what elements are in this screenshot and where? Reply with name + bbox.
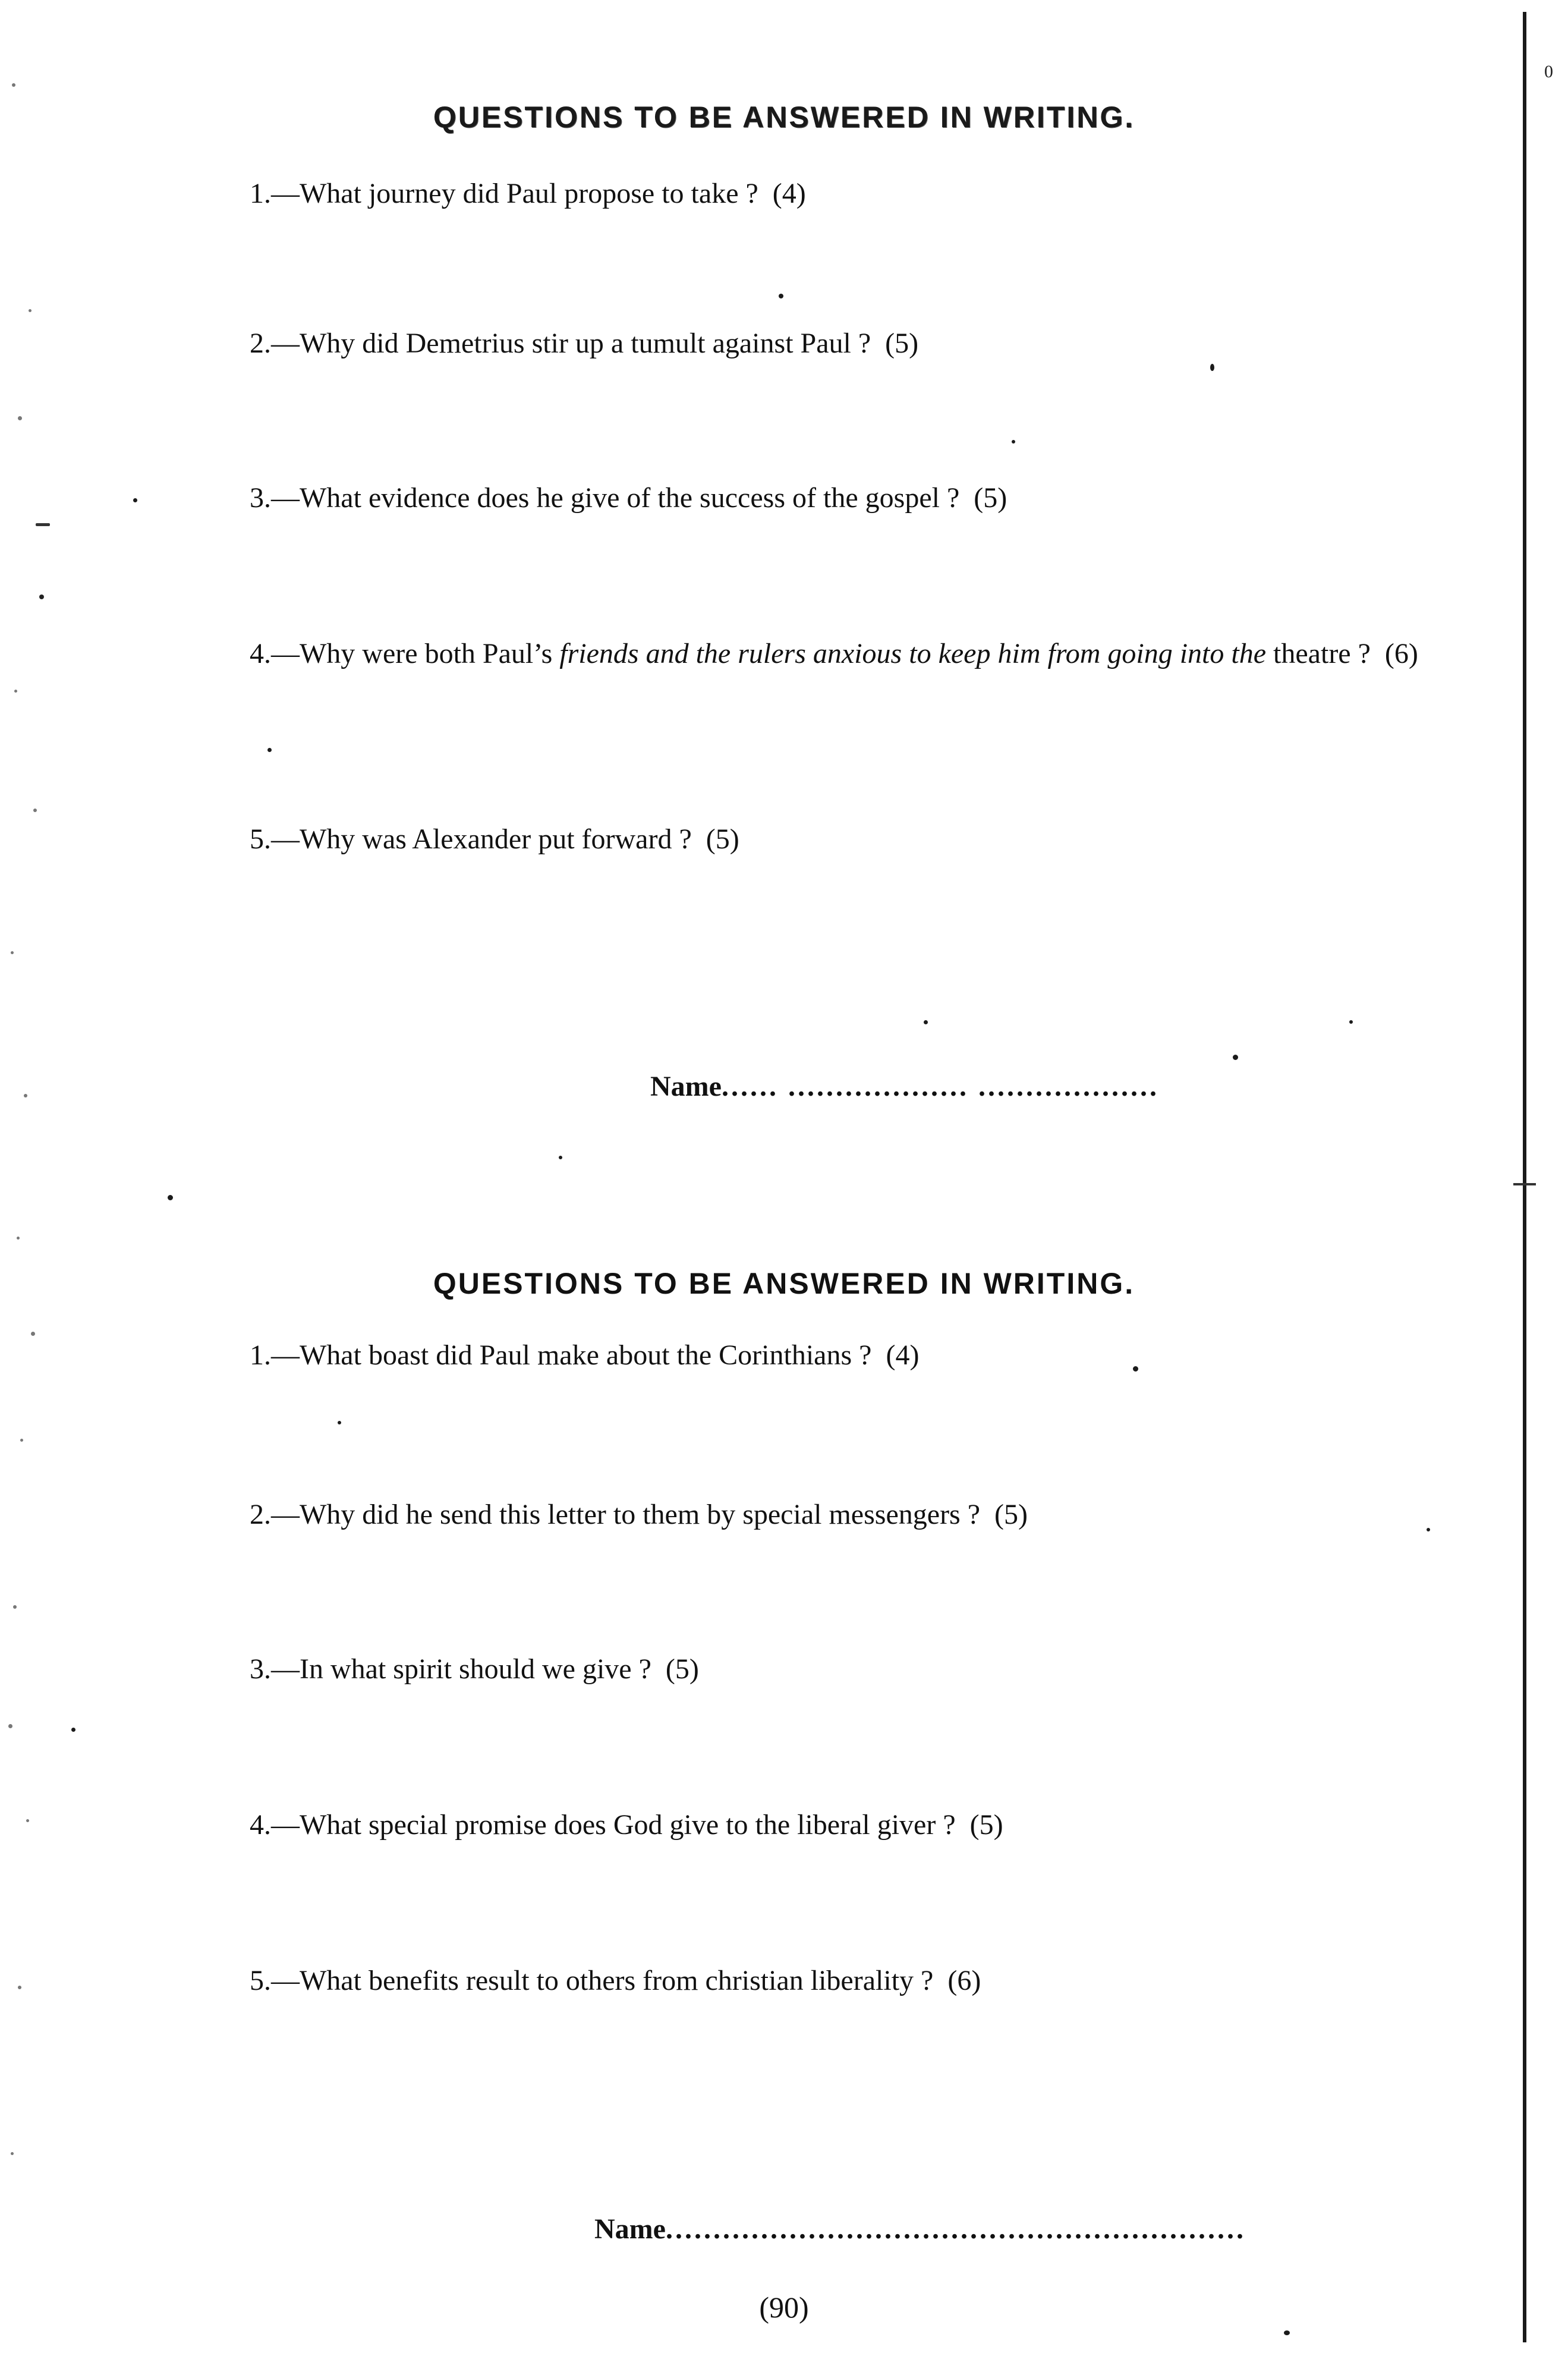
question-marks: (5) [994, 1499, 1028, 1530]
ink-speck [1012, 440, 1015, 444]
section-1-name-line [650, 1070, 1482, 1103]
section-1-question-1 [250, 177, 1510, 210]
question-number: 1.— [250, 178, 300, 209]
ink-speck [1133, 1366, 1138, 1372]
ink-speck [71, 1728, 75, 1732]
section-2-question-5 [250, 1964, 1510, 1998]
question-number: 2.— [250, 328, 300, 359]
question-number: 3.— [250, 1653, 300, 1685]
question-marks: (6) [1384, 638, 1418, 669]
section-2-heading: QUESTIONS TO BE ANSWERED IN WRITING. [433, 1267, 1135, 1300]
question-text: What special promise does God give to the liberal giver ? [300, 1809, 956, 1841]
question-text: What boast did Paul make about the Corinthians ? [300, 1339, 872, 1371]
question-text: Why was Alexander put forward ? [300, 823, 692, 855]
question-number: 5.— [250, 1965, 300, 1996]
section-1-question-5 [250, 823, 1510, 856]
question-text: Why did he send this letter to them by special messengers ? [300, 1499, 981, 1530]
section-1-question-4 [220, 637, 1492, 671]
section-2-question-1 [250, 1339, 1510, 1372]
right-margin-rule [1523, 12, 1526, 2342]
ink-speck [1210, 364, 1214, 371]
ink-speck [338, 1421, 341, 1424]
ink-speck [133, 498, 137, 502]
question-number: 1.— [250, 1339, 300, 1371]
ink-speck [267, 748, 272, 752]
question-text: In what spirit should we give ? [300, 1653, 651, 1685]
question-text: What evidence does he give of the success of the gospel ? [300, 482, 960, 514]
question-marks: (5) [885, 328, 919, 359]
question-number: 3.— [250, 482, 300, 514]
margin-tick [1513, 1183, 1536, 1185]
section-2-name-line [594, 2213, 1486, 2246]
section-1-question-2 [250, 327, 1510, 360]
ink-speck [559, 1156, 562, 1159]
question-number: 2.— [250, 1499, 300, 1530]
name-blank[interactable]: ............................................................. [665, 2213, 1246, 2245]
ink-speck [168, 1195, 173, 1200]
question-marks: (4) [772, 178, 806, 209]
question-marks: (5) [706, 823, 739, 855]
name-label: Name [594, 2213, 666, 2245]
ink-speck [924, 1020, 928, 1024]
margin-mark: 0 [1544, 62, 1553, 81]
ink-speck [1284, 2330, 1290, 2335]
question-text-end: theatre ? [1266, 638, 1371, 669]
question-number: 4.— [250, 638, 300, 669]
ink-speck [1349, 1020, 1353, 1024]
question-marks: (4) [886, 1339, 920, 1371]
scan-noise-left [0, 0, 83, 2359]
question-marks: (5) [969, 1809, 1003, 1841]
page-number: (90) [759, 2291, 809, 2324]
section-1-heading: QUESTIONS TO BE ANSWERED IN WRITING. [433, 100, 1135, 134]
question-marks: (5) [665, 1653, 699, 1685]
ink-speck [1233, 1055, 1238, 1060]
question-number: 4.— [250, 1809, 300, 1841]
question-marks: (6) [947, 1965, 981, 1996]
question-text: Why did Demetrius stir up a tumult against Paul ? [300, 328, 871, 359]
ink-speck [779, 294, 783, 298]
question-text: What benefits result to others from christian liberality ? [300, 1965, 934, 1996]
section-2-question-2 [250, 1498, 1510, 1531]
section-1-question-3 [250, 482, 1510, 515]
question-text: Why were both Paul’s [300, 638, 560, 669]
question-number: 5.— [250, 823, 300, 855]
name-label: Name [650, 1071, 722, 1102]
section-2-question-4 [250, 1808, 1510, 1842]
question-text: What journey did Paul propose to take ? [300, 178, 758, 209]
question-marks: (5) [974, 482, 1007, 514]
name-blank[interactable]: ...... ................... ................... [721, 1071, 1159, 1102]
ink-speck [1427, 1528, 1430, 1531]
question-text-italic: friends and the rulers anxious to keep him from going into the [559, 638, 1267, 669]
section-2-question-3 [250, 1653, 1510, 1686]
